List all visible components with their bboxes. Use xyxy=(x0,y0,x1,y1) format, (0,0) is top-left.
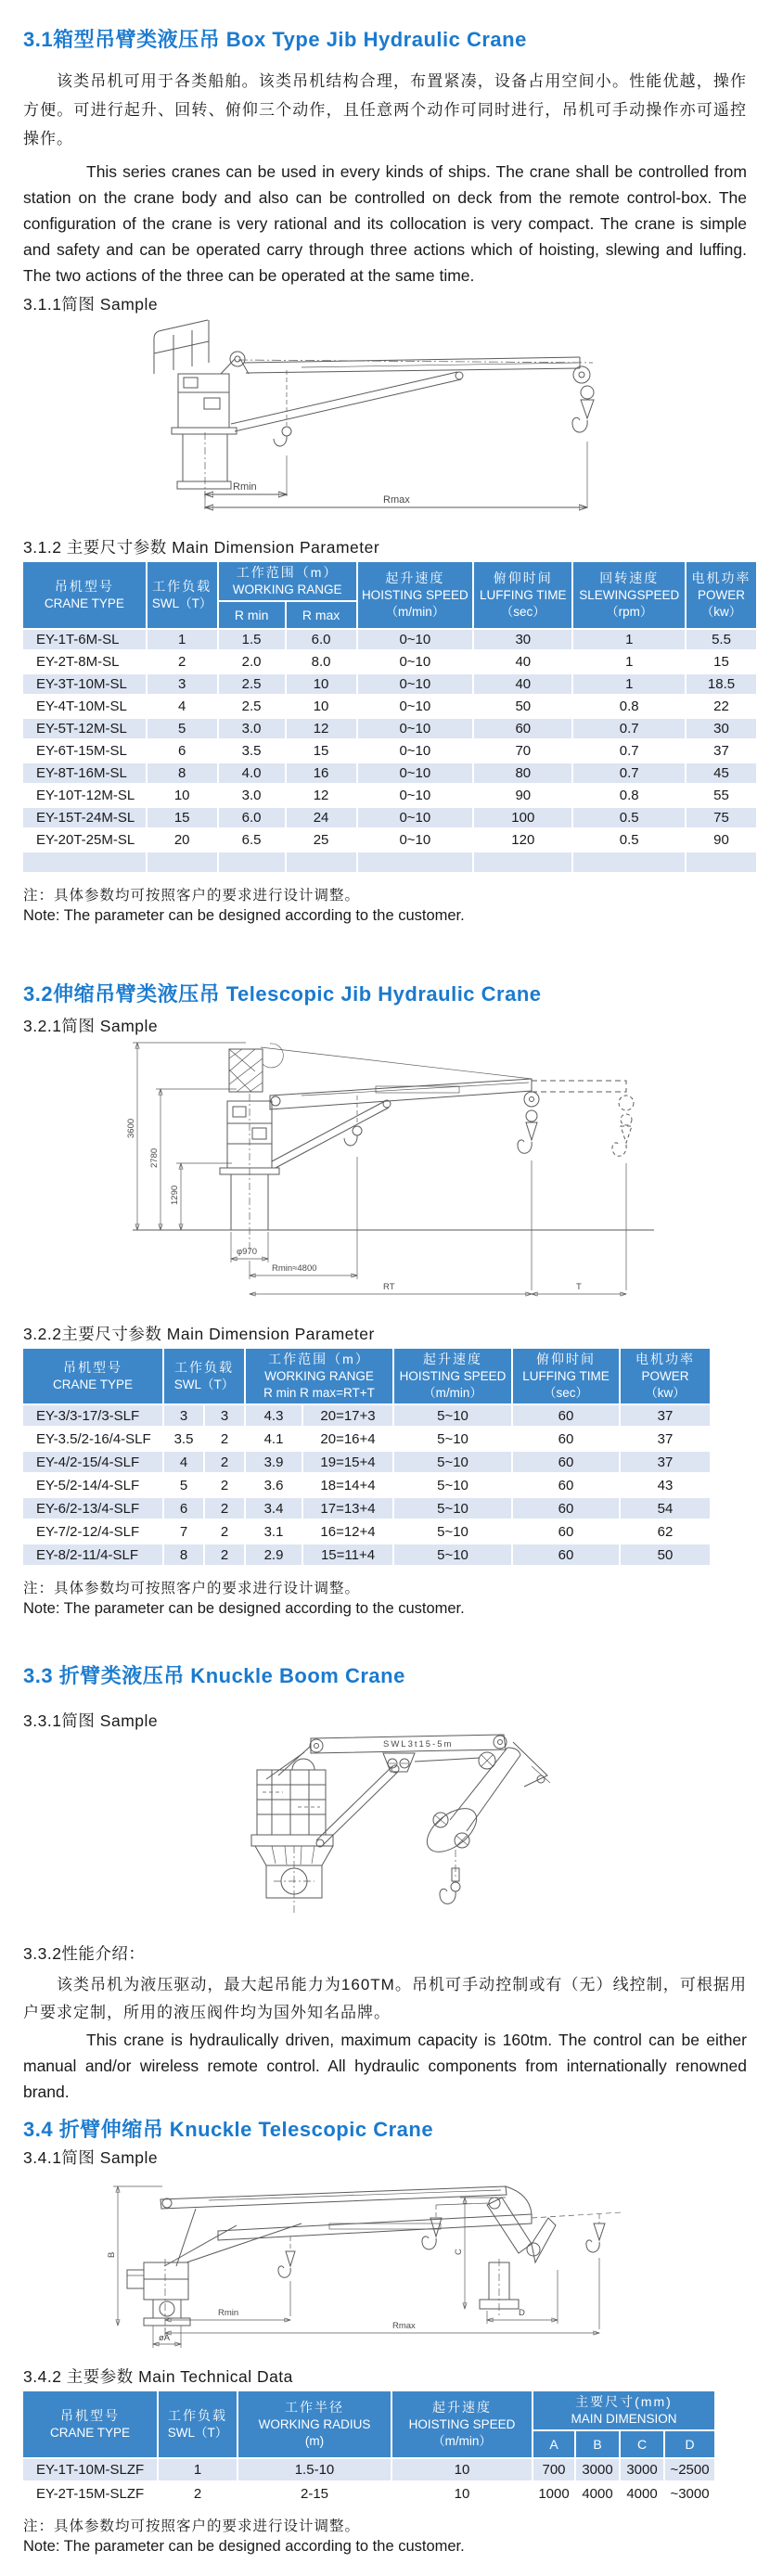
table-cell: 1.5-10 xyxy=(238,2459,392,2483)
table-cell: 1 xyxy=(159,2459,238,2483)
heading-3-2-2-parameter: 3.2.2主要尺寸参数 Main Dimension Parameter xyxy=(23,1325,375,1343)
table-cell: 50 xyxy=(621,1544,710,1568)
table-cell: 0.7 xyxy=(573,763,687,786)
col-dim-b: B xyxy=(576,2431,621,2459)
table-cell: 40 xyxy=(474,674,573,697)
table-cell: 0~10 xyxy=(358,630,475,652)
table-cell: 30 xyxy=(474,630,573,652)
table-cell: 0.8 xyxy=(573,786,687,808)
col-swl: 工作负载 SWL（T） xyxy=(159,2391,238,2459)
table-cell: 60 xyxy=(513,1405,621,1429)
table-cell: 5~10 xyxy=(394,1452,513,1475)
pedestal-house xyxy=(144,2262,188,2300)
heading-3-4-2-parameter: 3.4.2 主要参数 Main Technical Data xyxy=(23,2367,293,2386)
table-cell: 18.5 xyxy=(687,674,756,697)
table-cell: 37 xyxy=(621,1452,710,1475)
note-cn: 注：具体参数均可按照客户的要求进行设计调整。 xyxy=(23,1581,361,1596)
col-main-dimension: 主要尺寸(mm) MAIN DIMENSION xyxy=(533,2391,714,2431)
knuckle-boom-crane-drawing xyxy=(23,1731,756,1940)
table-cell: 50 xyxy=(474,697,573,719)
table-row xyxy=(23,1521,710,1544)
note-en: Note: The parameter can be designed according to the customer. xyxy=(23,1600,465,1617)
table-cell: 2.5 xyxy=(219,697,287,719)
note-cn: 注：具体参数均可按照客户的要求进行设计调整。 xyxy=(23,888,361,904)
table-cell: 16 xyxy=(287,763,358,786)
table-cell: 60 xyxy=(474,719,573,741)
table-row xyxy=(23,1475,710,1498)
table-cell: EY-8/2-11/4-SLF xyxy=(23,1544,164,1568)
telescopic-jib-crane-drawing xyxy=(23,1038,756,1307)
table-cell: 3000 xyxy=(621,2459,665,2483)
table-row xyxy=(23,652,756,674)
heading-3-3-2-performance: 3.3.2性能介绍： xyxy=(23,1944,146,1963)
dim-rmin-label: Rmin≈4800 xyxy=(272,1263,317,1274)
dim-rmin-label: Rmin xyxy=(218,2308,239,2318)
table-cell: 80 xyxy=(474,763,573,786)
table-cell: 3.5 xyxy=(219,741,287,763)
table-cell: 6.5 xyxy=(219,830,287,852)
table-cell: 5 xyxy=(164,1475,205,1498)
col-hoisting-speed: 起升速度 HOISTING SPEED （m/min） xyxy=(392,2391,533,2459)
table-cell: 8 xyxy=(148,763,219,786)
table-cell: EY-5/2-14/4-SLF xyxy=(23,1475,164,1498)
table-cell xyxy=(219,852,287,875)
table-cell: 0~10 xyxy=(358,652,475,674)
table-row xyxy=(23,1405,710,1429)
table-cell: 0~10 xyxy=(358,808,475,830)
table-cell: 15 xyxy=(148,808,219,830)
table-cell: 16=12+4 xyxy=(303,1521,394,1544)
col-crane-type: 吊机型号 CRANE TYPE xyxy=(23,1349,164,1405)
col-slewing-speed: 回转速度 SLEWINGSPEED （rpm） xyxy=(573,562,687,630)
table-cell: EY-5T-12M-SL xyxy=(23,719,148,741)
table-row xyxy=(23,786,756,808)
note-block xyxy=(23,886,756,927)
heading-3-1-1-sample: 3.1.1简图 Sample xyxy=(23,295,159,314)
note-en: Note: The parameter can be designed according to the customer. xyxy=(23,907,465,924)
section-3-3-paragraph-cn: 该类吊机为液压驱动，最大起吊能力为160TM。吊机可手动控制或有（无）线控制，可根据用户要求定制，所用的液压阀件均为国外知名品牌。 xyxy=(23,1976,747,2021)
table-cell: 1000 xyxy=(533,2483,576,2507)
dim-dia-label: φ970 xyxy=(237,1247,258,1257)
note-block xyxy=(23,2517,756,2557)
table-cell: 1 xyxy=(148,630,219,652)
table-cell: 10 xyxy=(148,786,219,808)
table-cell: 0~10 xyxy=(358,697,475,719)
table-cell: 4 xyxy=(164,1452,205,1475)
table-cell: 10 xyxy=(392,2459,533,2483)
table-cell: EY-3T-10M-SL xyxy=(23,674,148,697)
table-row xyxy=(23,830,756,852)
main-dimension-table-2 xyxy=(23,1349,710,1568)
table-cell: 90 xyxy=(687,830,756,852)
table-cell: EY-6/2-13/4-SLF xyxy=(23,1498,164,1521)
dim-rmax-label: Rmax xyxy=(392,2321,416,2331)
stowed-hook xyxy=(282,427,291,436)
table-cell: EY-8T-16M-SL xyxy=(23,763,148,786)
luffing-cylinder xyxy=(231,372,457,424)
col-dim-c: C xyxy=(621,2431,665,2459)
col-swl: 工作负载 SWL（T） xyxy=(164,1349,246,1405)
table-cell: 2 xyxy=(205,1452,246,1475)
table-cell: 5 xyxy=(148,719,219,741)
hook-block-retracted xyxy=(526,1122,537,1140)
col-luffing-time: 俯仰时间 LUFFING TIME （sec） xyxy=(474,562,573,630)
table-row xyxy=(23,741,756,763)
table-cell: EY-20T-25M-SL xyxy=(23,830,148,852)
table-cell: 2.0 xyxy=(219,652,287,674)
table-cell: 60 xyxy=(513,1498,621,1521)
table-cell: 0.5 xyxy=(573,808,687,830)
table-cell: EY-6T-15M-SL xyxy=(23,741,148,763)
table-cell: 0.8 xyxy=(573,697,687,719)
col-working-range: 工作范围（m） WORKING RANGE R min R max=RT+T xyxy=(246,1349,394,1405)
heading-3-4-1-sample: 3.4.1简图 Sample xyxy=(23,2148,159,2167)
table-cell xyxy=(474,852,573,875)
section-3-1-paragraph-cn: 该类吊机可用于各类船舶。该类吊机结构合理，布置紧凑，设备占用空间小。性能优越，操作方便。可进行起升、回转、俯仰三个动作，且任意两个动作可同时进行，吊机可手动操作亦可遥控操作。 xyxy=(23,72,747,147)
table-cell: EY-15T-24M-SL xyxy=(23,808,148,830)
table-cell xyxy=(148,852,219,875)
table-cell: 3.0 xyxy=(219,719,287,741)
dim-b-label: B xyxy=(107,2251,117,2258)
table-cell: 7 xyxy=(164,1521,205,1544)
table-cell: 24 xyxy=(287,808,358,830)
table-cell: EY-2T-8M-SL xyxy=(23,652,148,674)
table-cell: 5~10 xyxy=(394,1521,513,1544)
table-cell: 4000 xyxy=(621,2483,665,2507)
col-power: 电机功率 POWER （kw） xyxy=(621,1349,710,1405)
main-technical-data-table xyxy=(23,2391,714,2507)
table-row xyxy=(23,2483,714,2507)
table-cell: 17=13+4 xyxy=(303,1498,394,1521)
table-cell: 1 xyxy=(573,652,687,674)
luffing-cylinder xyxy=(272,1101,385,1161)
table-cell: 10 xyxy=(392,2483,533,2507)
col-dim-d: D xyxy=(665,2431,714,2459)
table-cell: EY-7/2-12/4-SLF xyxy=(23,1521,164,1544)
boom-pivot-sheave xyxy=(230,352,245,366)
table-cell: ~2500 xyxy=(665,2459,714,2483)
table-cell: 2 xyxy=(205,1429,246,1452)
section-3-1-paragraph-en: This series cranes can be used in every kinds of ships. The crane shall be controlled from station on the crane body and also can be controlled on deck from the remote control-box. The configuration of the crane is very rational and its collocation is very compact. The crane is simple and safety and can be operated carry through three actions which of hoisting, slewing and luffing. The two actions of the three can be operated at the same time. xyxy=(23,162,747,285)
table-cell xyxy=(287,852,358,875)
table-cell: 37 xyxy=(621,1429,710,1452)
table-cell: 3.4 xyxy=(246,1498,303,1521)
table-row xyxy=(23,1429,710,1452)
table-row xyxy=(23,697,756,719)
table-cell: 30 xyxy=(687,719,756,741)
table-cell: 1 xyxy=(573,674,687,697)
hook-block-extended xyxy=(621,1126,632,1143)
table-cell: 0~10 xyxy=(358,830,475,852)
table-cell: EY-3/3-17/3-SLF xyxy=(23,1405,164,1429)
dim-t-label: T xyxy=(576,1282,582,1292)
table-cell: 4000 xyxy=(576,2483,621,2507)
table-cell xyxy=(687,852,756,875)
dim-rmin-label: Rmin xyxy=(233,481,257,493)
col-hoisting-speed: 起升速度 HOISTING SPEED （m/min） xyxy=(358,562,475,630)
table-cell: 5~10 xyxy=(394,1475,513,1498)
section-3-2-title: 3.2伸缩吊臂类液压吊 Telescopic Jib Hydraulic Crane xyxy=(23,982,542,1006)
table-cell: 700 xyxy=(533,2459,576,2483)
table-cell: 70 xyxy=(474,741,573,763)
table-cell: 2-15 xyxy=(238,2483,392,2507)
table-cell: 0~10 xyxy=(358,719,475,741)
table-cell: 40 xyxy=(474,652,573,674)
table-cell: 120 xyxy=(474,830,573,852)
main-dimension-table-1 xyxy=(23,562,756,875)
swl-label: SWL3t15-5m xyxy=(383,1739,454,1749)
table-cell: 43 xyxy=(621,1475,710,1498)
table-cell: EY-10T-12M-SL xyxy=(23,786,148,808)
table-cell: 15=11+4 xyxy=(303,1544,394,1568)
table-cell: 5~10 xyxy=(394,1544,513,1568)
table-cell: 0~10 xyxy=(358,763,475,786)
table-row xyxy=(23,630,756,652)
table-cell: 12 xyxy=(287,786,358,808)
catalog-page xyxy=(0,26,770,2576)
table-cell: 0.5 xyxy=(573,830,687,852)
table-cell: 4.3 xyxy=(246,1405,303,1429)
table-cell: 3.5 xyxy=(164,1429,205,1452)
dim-rt-label: RT xyxy=(383,1282,395,1292)
table-cell: 6 xyxy=(148,741,219,763)
table-cell: 2 xyxy=(205,1475,246,1498)
hook-block xyxy=(581,400,594,418)
table-cell: 20 xyxy=(148,830,219,852)
col-r-max: R max xyxy=(287,602,358,630)
table-cell: 19=15+4 xyxy=(303,1452,394,1475)
table-cell: 45 xyxy=(687,763,756,786)
heading-3-3-1-sample: 3.3.1简图 Sample xyxy=(23,1711,159,1730)
dim-d-label: D xyxy=(519,2308,525,2318)
table-row xyxy=(23,1544,710,1568)
table-cell: 3.1 xyxy=(246,1521,303,1544)
table-cell: 6.0 xyxy=(219,808,287,830)
table-cell: 4.0 xyxy=(219,763,287,786)
table-cell xyxy=(23,852,148,875)
sheave-block xyxy=(419,1801,484,1861)
table-cell: 60 xyxy=(513,1521,621,1544)
railing xyxy=(154,320,208,374)
tip-sheave xyxy=(573,366,590,383)
table-cell: 0.7 xyxy=(573,741,687,763)
table-cell: 60 xyxy=(513,1452,621,1475)
col-working-radius: 工作半径 WORKING RADIUS (m) xyxy=(238,2391,392,2459)
col-r-min: R min xyxy=(219,602,287,630)
heading-3-1-2-parameter: 3.1.2 主要尺寸参数 Main Dimension Parameter xyxy=(23,538,380,557)
col-dim-a: A xyxy=(533,2431,576,2459)
table-cell: 3.0 xyxy=(219,786,287,808)
table-row xyxy=(23,763,756,786)
table-cell: 22 xyxy=(687,697,756,719)
table-cell: EY-1T-6M-SL xyxy=(23,630,148,652)
table-cell: EY-1T-10M-SLZF xyxy=(23,2459,159,2483)
table-cell: EY-4T-10M-SL xyxy=(23,697,148,719)
col-luffing-time: 俯仰时间 LUFFING TIME （sec） xyxy=(513,1349,621,1405)
table-cell: 90 xyxy=(474,786,573,808)
note-cn: 注：具体参数均可按照客户的要求进行设计调整。 xyxy=(23,2518,361,2534)
table-cell: 3.9 xyxy=(246,1452,303,1475)
col-power: 电机功率 POWER （kw） xyxy=(687,562,756,630)
table-cell: 0~10 xyxy=(358,674,475,697)
table-cell: 55 xyxy=(687,786,756,808)
table-cell: 2.9 xyxy=(246,1544,303,1568)
table-row xyxy=(23,852,756,875)
table-cell: 6.0 xyxy=(287,630,358,652)
dim-dia-label: øA xyxy=(159,2333,171,2343)
section-3-1-title: 3.1箱型吊臂类液压吊 Box Type Jib Hydraulic Crane xyxy=(23,28,527,51)
table-cell: EY-3.5/2-16/4-SLF xyxy=(23,1429,164,1452)
table-cell: 18=14+4 xyxy=(303,1475,394,1498)
table-cell: EY-2T-15M-SLZF xyxy=(23,2483,159,2507)
col-hoisting-speed: 起升速度 HOISTING SPEED （m/min） xyxy=(394,1349,513,1405)
table-cell: 15 xyxy=(287,741,358,763)
table-cell: 5~10 xyxy=(394,1429,513,1452)
table-cell: 2 xyxy=(159,2483,238,2507)
knuckle-telescopic-crane-drawing xyxy=(23,2170,756,2355)
section-3-4-title: 3.4 折臂伸缩吊 Knuckle Telescopic Crane xyxy=(23,2118,434,2141)
table-cell: 6 xyxy=(164,1498,205,1521)
table-cell: 60 xyxy=(513,1429,621,1452)
table-cell: 0~10 xyxy=(358,786,475,808)
table-cell: 15 xyxy=(687,652,756,674)
table-cell: 3 xyxy=(205,1405,246,1429)
col-working-range: 工作范围（m） WORKING RANGE xyxy=(219,562,358,602)
table-cell: 20=16+4 xyxy=(303,1429,394,1452)
table-row xyxy=(23,1498,710,1521)
stowage-mast xyxy=(229,1049,263,1092)
col-crane-type: 吊机型号 CRANE TYPE xyxy=(23,562,148,630)
table-cell: 3.6 xyxy=(246,1475,303,1498)
table-row xyxy=(23,2459,714,2483)
box-jib-crane-drawing xyxy=(23,316,756,525)
dim-c-label: C xyxy=(454,2249,464,2255)
table-cell: 12 xyxy=(287,719,358,741)
table-cell: 8.0 xyxy=(287,652,358,674)
table-cell: 3000 xyxy=(576,2459,621,2483)
dim-3600-label: 3600 xyxy=(126,1118,136,1138)
section-3-3-paragraph-en: This crane is hydraulically driven, maximum capacity is 160tm. The control can be either manual and/or wireless remote control. All hydraulic components from internationally renowned brand. xyxy=(23,2031,747,2101)
pedestal-cage xyxy=(257,1770,326,1835)
table-cell: 5~10 xyxy=(394,1498,513,1521)
luffing-cylinder xyxy=(316,1766,392,1840)
table-cell: 5~10 xyxy=(394,1405,513,1429)
table-cell: 62 xyxy=(621,1521,710,1544)
table-cell: 5.5 xyxy=(687,630,756,652)
table-cell: 20=17+3 xyxy=(303,1405,394,1429)
table-cell: 25 xyxy=(287,830,358,852)
table-cell: 60 xyxy=(513,1475,621,1498)
table-cell: 2 xyxy=(205,1498,246,1521)
section-3-3-title: 3.3 折臂类液压吊 Knuckle Boom Crane xyxy=(23,1664,405,1687)
table-cell: 0~10 xyxy=(358,741,475,763)
heading-3-2-1-sample: 3.2.1简图 Sample xyxy=(23,1017,159,1035)
table-cell: 2 xyxy=(205,1521,246,1544)
table-cell: 10 xyxy=(287,674,358,697)
table-cell: 1 xyxy=(573,630,687,652)
table-cell: 100 xyxy=(474,808,573,830)
table-cell xyxy=(573,852,687,875)
note-en: Note: The parameter can be designed according to the customer. xyxy=(23,2538,465,2555)
cargo-hook xyxy=(451,1882,460,1891)
table-cell: 0.7 xyxy=(573,719,687,741)
table-cell: 4 xyxy=(148,697,219,719)
table-cell: 37 xyxy=(687,741,756,763)
col-crane-type: 吊机型号 CRANE TYPE xyxy=(23,2391,159,2459)
table-cell: 1.5 xyxy=(219,630,287,652)
table-cell: 8 xyxy=(164,1544,205,1568)
dim-2780-label: 2780 xyxy=(149,1147,160,1168)
table-cell: 2.5 xyxy=(219,674,287,697)
table-cell: 60 xyxy=(513,1544,621,1568)
table-cell: ~3000 xyxy=(665,2483,714,2507)
table-row xyxy=(23,674,756,697)
table-cell: 37 xyxy=(621,1405,710,1429)
table-row xyxy=(23,719,756,741)
table-row xyxy=(23,808,756,830)
table-cell: 3 xyxy=(148,674,219,697)
col-swl: 工作负载 SWL（T） xyxy=(148,562,219,630)
stowed-hook xyxy=(353,1126,362,1135)
table-cell: EY-4/2-15/4-SLF xyxy=(23,1452,164,1475)
table-cell: 4.1 xyxy=(246,1429,303,1452)
table-cell: 75 xyxy=(687,808,756,830)
table-cell: 2 xyxy=(148,652,219,674)
table-cell: 3 xyxy=(164,1405,205,1429)
table-cell xyxy=(358,852,475,875)
table-cell: 54 xyxy=(621,1498,710,1521)
table-cell: 10 xyxy=(287,697,358,719)
table-row xyxy=(23,1452,710,1475)
table-cell: 2 xyxy=(205,1544,246,1568)
dim-1290-label: 1290 xyxy=(170,1185,180,1205)
dim-rmax-label: Rmax xyxy=(383,494,410,506)
note-block xyxy=(23,1579,756,1620)
